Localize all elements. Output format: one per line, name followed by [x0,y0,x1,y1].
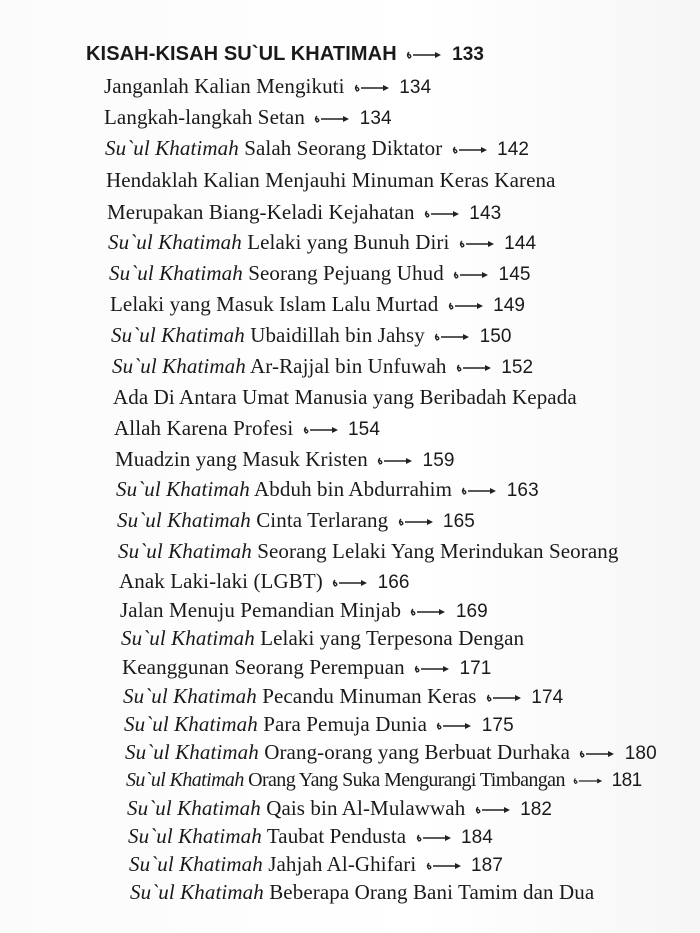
leader-arrow-icon [475,804,511,816]
entry-title: Ar-Rajjal bin Unfuwah [250,354,447,378]
entry-page: 165 [442,511,475,532]
entry-title: Pecandu Minuman Keras [262,684,477,708]
entry-page: 181 [611,770,642,791]
leader-arrow-icon [303,424,339,436]
entry-title: Cinta Terlarang [256,508,389,532]
entry-page: 184 [460,827,493,848]
entry-title: Salah Seorang Diktator [244,136,443,160]
entry-title: Allah Karena Profesi [114,416,294,440]
entry-title: Jahjah Al-Ghifari [268,852,417,876]
toc-entry [118,537,619,565]
toc-entry [125,738,657,768]
entry-page: 143 [469,203,502,224]
entry-page: 175 [481,715,514,736]
toc-entry [127,794,552,824]
entry-title: Para Pemuja Dunia [263,712,428,736]
entry-page: 180 [624,743,657,764]
toc-entry [120,596,488,626]
leader-arrow-icon [426,860,462,872]
entry-title: Jalan Menuju Pemandian Minjab [120,598,402,622]
toc-entry [124,710,514,740]
toc-entry [107,198,501,228]
toc-entry [111,321,512,351]
entry-title: Lelaki yang Bunuh Diri [247,230,450,254]
entry-title: Qais bin Al-Mulawwah [266,796,466,820]
toc-entry [122,653,491,683]
entry-title: Ubaidillah bin Jahsy [250,323,425,347]
entry-prefix: Su`ul Khatimah [118,539,252,563]
leader-arrow-icon [436,720,472,732]
entry-prefix: Su`ul Khatimah [105,136,239,160]
toc-entry [108,228,536,258]
entry-prefix: Su`ul Khatimah [111,323,245,347]
entry-title: Anak Laki-laki (LGBT) [119,569,323,593]
toc-entry [109,259,531,289]
toc-entry [106,166,556,194]
toc-entry [110,290,525,320]
entry-page: 134 [399,77,432,98]
entry-page: 150 [479,326,512,347]
entry-page: 171 [459,658,492,679]
entry-prefix: Su`ul Khatimah [121,626,255,650]
leader-arrow-icon [354,82,390,94]
entry-prefix: Su`ul Khatimah [129,852,263,876]
toc-entry [121,624,524,652]
entry-title: Taubat Pendusta [266,824,407,848]
toc-entry [117,506,475,536]
leader-arrow-icon [459,238,495,250]
toc-entry [115,445,455,475]
entry-title: Orang-orang yang Berbuat Durhaka [264,740,571,764]
leader-arrow-icon [410,606,446,618]
leader-arrow-icon [314,113,350,125]
entry-title: Seorang Lelaki Yang Merindukan Seorang [257,539,619,563]
leader-arrow-icon [332,577,368,589]
entry-title: Lelaki yang Terpesona Dengan [260,626,525,650]
leader-arrow-icon [456,362,492,374]
entry-title: Orang Yang Suka Mengurangi Timbangan [248,769,565,791]
leader-arrow-icon [424,208,460,220]
entry-title: Janganlah Kalian Mengikuti [104,74,345,98]
toc-entry [104,103,392,133]
toc-heading [86,40,484,69]
toc-entry [113,383,577,411]
entry-prefix: Su`ul Khatimah [126,769,244,791]
entry-prefix: Su`ul Khatimah [109,261,243,285]
entry-page: 142 [497,139,530,160]
entry-page: 166 [377,572,410,593]
leader-arrow-icon [377,455,413,467]
entry-prefix: Su`ul Khatimah [123,684,257,708]
toc-entry [128,822,493,852]
entry-page: 187 [470,855,503,876]
entry-title: Seorang Pejuang Uhud [248,261,444,285]
entry-title: Lelaki yang Masuk Islam Lalu Murtad [110,292,439,316]
leader-arrow-icon [414,663,450,675]
entry-title: Beberapa Orang Bani Tamim dan Dua [269,880,595,904]
leader-arrow-icon [486,692,522,704]
toc-entry [126,766,642,795]
entry-page: 144 [504,233,537,254]
entry-prefix: Su`ul Khatimah [128,824,262,848]
entry-title: Langkah-langkah Setan [104,105,305,129]
toc-entry [129,850,503,880]
entry-page: 134 [359,108,392,129]
leader-arrow-icon [448,300,484,312]
leader-arrow-icon [452,144,488,156]
toc-entry [116,475,539,505]
entry-page: 152 [501,357,534,378]
entry-prefix: Su`ul Khatimah [112,354,246,378]
toc-entry [130,878,594,906]
entry-title: Muadzin yang Masuk Kristen [115,447,368,471]
leader-arrow-icon [416,832,452,844]
entry-page: 154 [348,419,381,440]
entry-prefix: Su`ul Khatimah [116,477,250,501]
entry-title: Hendaklah Kalian Menjauhi Minuman Keras Karena [106,168,556,192]
leader-arrow-icon [398,516,434,528]
entry-page: 149 [493,295,526,316]
toc-entry [119,567,410,597]
toc-entry [105,134,529,164]
entry-page: 182 [520,799,553,820]
toc-heading-page: 133 [452,44,485,65]
toc-entry [123,682,563,712]
leader-arrow-icon [461,485,497,497]
leader-arrow-icon [579,748,615,760]
entry-prefix: Su`ul Khatimah [124,712,258,736]
entry-title: Keanggunan Seorang Perempuan [122,655,405,679]
entry-page: 145 [498,264,531,285]
leader-arrow-icon [434,331,470,343]
toc-heading-title: KISAH-KISAH SU`UL KHATIMAH [86,43,397,65]
leader-arrow-icon [453,269,489,281]
entry-title: Abduh bin Abdurrahim [254,477,453,501]
toc-entry [112,352,533,382]
entry-prefix: Su`ul Khatimah [108,230,242,254]
entry-prefix: Su`ul Khatimah [130,880,264,904]
entry-page: 159 [422,450,455,471]
leader-arrow-icon [406,49,442,61]
entry-page: 174 [531,687,564,708]
toc-entry [104,72,431,102]
entry-page: 169 [455,601,488,622]
leader-arrow-icon [573,775,603,787]
entry-prefix: Su`ul Khatimah [125,740,259,764]
entry-prefix: Su`ul Khatimah [117,508,251,532]
entry-title: Merupakan Biang-Keladi Kejahatan [107,200,415,224]
entry-prefix: Su`ul Khatimah [127,796,261,820]
entry-page: 163 [506,480,539,501]
entry-title: Ada Di Antara Umat Manusia yang Beribadah Kepada [113,385,577,409]
toc-entry [114,414,380,444]
